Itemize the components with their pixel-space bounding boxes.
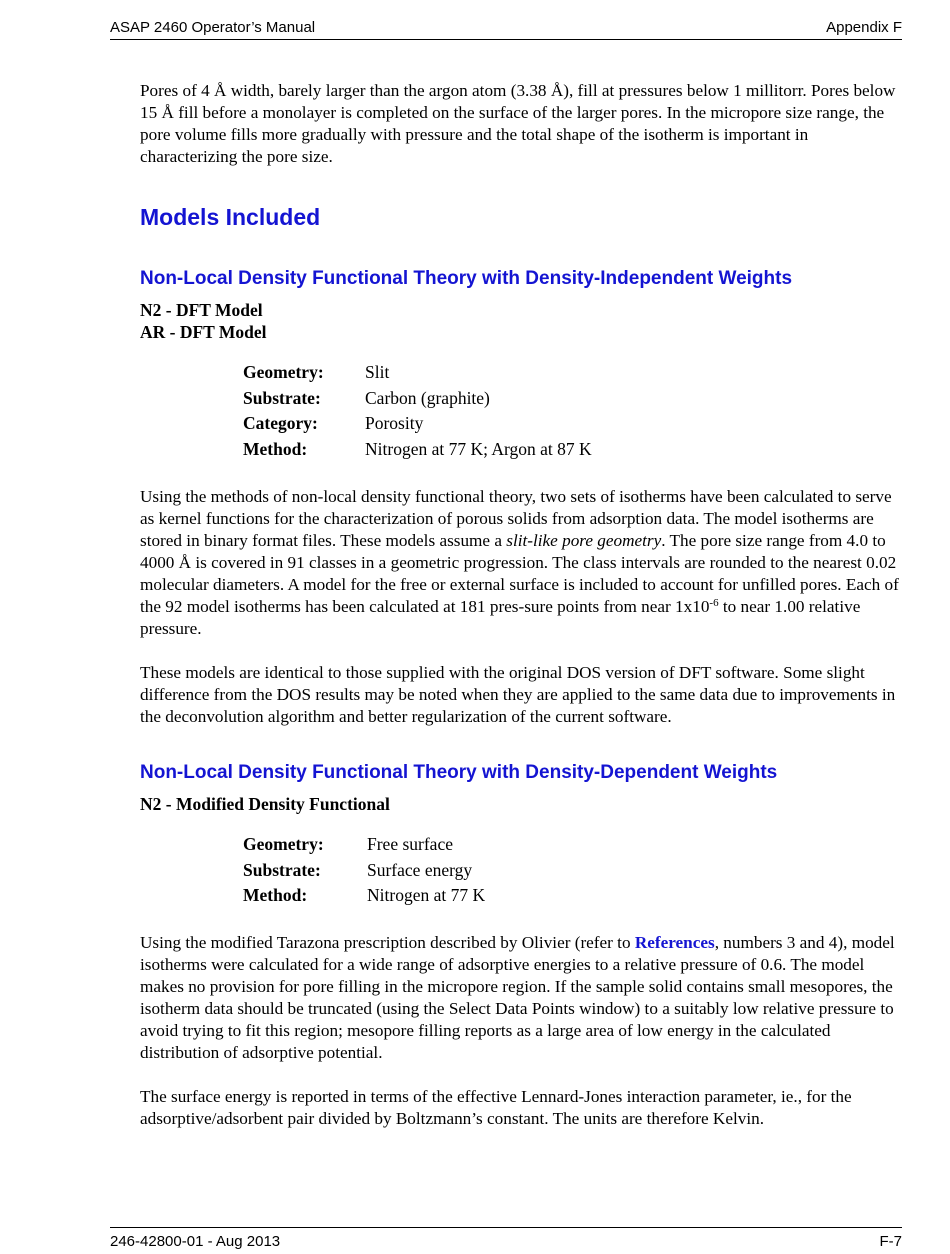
section2-heading: Non-Local Density Functional Theory with Density-Dependent Weights [140, 762, 778, 783]
prop-row-geometry [243, 834, 485, 860]
text-run: Using the methods of non-local density functional theory, two sets of isotherms have been calculated to serve as kernel functions for the characterization of porous solids from adsorption data. The model isotherms are stored in binary format files. These models assume a [140, 487, 892, 550]
section2-model-n2: N2 - Modified Density Functional [140, 794, 390, 814]
prop-key: Geometry: [243, 834, 324, 854]
section1-model-ar: AR - DFT Model [140, 322, 267, 342]
prop-value: Slit [365, 362, 390, 382]
text-run: . The pore size range from 4.0 to 4000 Å is covered in 91 classes in a geometric progression. The class intervals are rounded to the nearest 0.02 molecular diameters. A model for the free or external surface is included to account for unfilled pores. Each of the 92 model isotherms has been calculated at 181 pres-sure points from near 1x10 [140, 531, 899, 616]
prop-value: Nitrogen at 77 K; Argon at 87 K [365, 438, 592, 459]
prop-key: Substrate: [243, 859, 321, 880]
references-link[interactable]: References [634, 932, 715, 952]
prop-key: Method: [243, 438, 308, 459]
section1-model-n2: N2 - DFT Model [140, 300, 263, 320]
footer-page-number: F-7 [879, 1233, 902, 1250]
superscript-exponent: -6 [709, 597, 719, 609]
prop-key: Geometry: [243, 362, 324, 382]
prop-row-substrate [243, 860, 485, 886]
section1-paragraph-2: These models are identical to those supplied with the original DOS version of DFT software. Some slight difference from the DOS results may be noted when they are applied to the same data due to improvements in the deconvolution algorithm and better regularization of the current software. [140, 663, 896, 726]
prop-row-geometry [243, 362, 592, 388]
page-footer [110, 1227, 902, 1254]
prop-value: Carbon (graphite) [365, 387, 490, 408]
prop-row-substrate [243, 388, 592, 414]
prop-value: Free surface [367, 834, 453, 854]
prop-row-category [243, 413, 592, 439]
page-header [110, 17, 902, 40]
prop-value: Porosity [365, 413, 424, 433]
italic-term: slit-like pore geometry [506, 531, 662, 550]
prop-key: Category: [243, 413, 318, 433]
prop-value: Surface energy [367, 859, 473, 880]
section2-paragraph-1 [140, 932, 902, 1064]
section1-properties [243, 362, 592, 464]
models-heading: Models Included [140, 204, 321, 230]
prop-key: Method: [243, 885, 308, 905]
text-run: , numbers 3 and 4), model isotherms were calculated for a wide range of adsorptive energies to a relative pressure of 0.6. The model makes no provision for pore filling in the micropore region. If the sample solid contains small mesopores, the isotherm data should be truncated (using the Select Data Points window) to a suitably low relative pressure to avoid trying to fit this region; mesopore filling reports as a large area of low energy in the calculated distribution of adsorptive potential. [140, 932, 895, 1062]
text-run: to near 1.00 relative pressure. [140, 597, 861, 638]
prop-row-method [243, 885, 485, 911]
intro-paragraph: Pores of 4 Å width, barely larger than the argon atom (3.38 Å), fill at pressures below 1 millitorr. Pores below 15 Å fill before a monolayer is completed on the surface of the larger pores. In the micropore size range, the pore volume fills more gradually with pressure and the total shape of the isotherm is important in characterizing the pore size. [140, 81, 896, 166]
page-content [140, 80, 902, 1130]
prop-key: Substrate: [243, 387, 321, 408]
text-run: Using the modified Tarazona prescription described by Olivier (refer to [140, 932, 635, 952]
section1-heading: Non-Local Density Functional Theory with Density-Independent Weights [140, 268, 793, 289]
section2-paragraph-2: The surface energy is reported in terms of the effective Lennard-Jones interaction parameter, ie., for the adsorptive/adsorbent pair divided by Boltzmann’s constant. The units are therefore Kelvin. [140, 1086, 852, 1128]
header-manual-title: ASAP 2460 Operator’s Manual [110, 19, 316, 36]
header-appendix: Appendix F [826, 19, 902, 36]
prop-row-method [243, 439, 592, 465]
section1-paragraph-1 [140, 486, 902, 640]
section2-properties [243, 834, 485, 911]
footer-doc-number: 246-42800-01 - Aug 2013 [110, 1233, 281, 1250]
prop-value: Nitrogen at 77 K [367, 885, 486, 905]
